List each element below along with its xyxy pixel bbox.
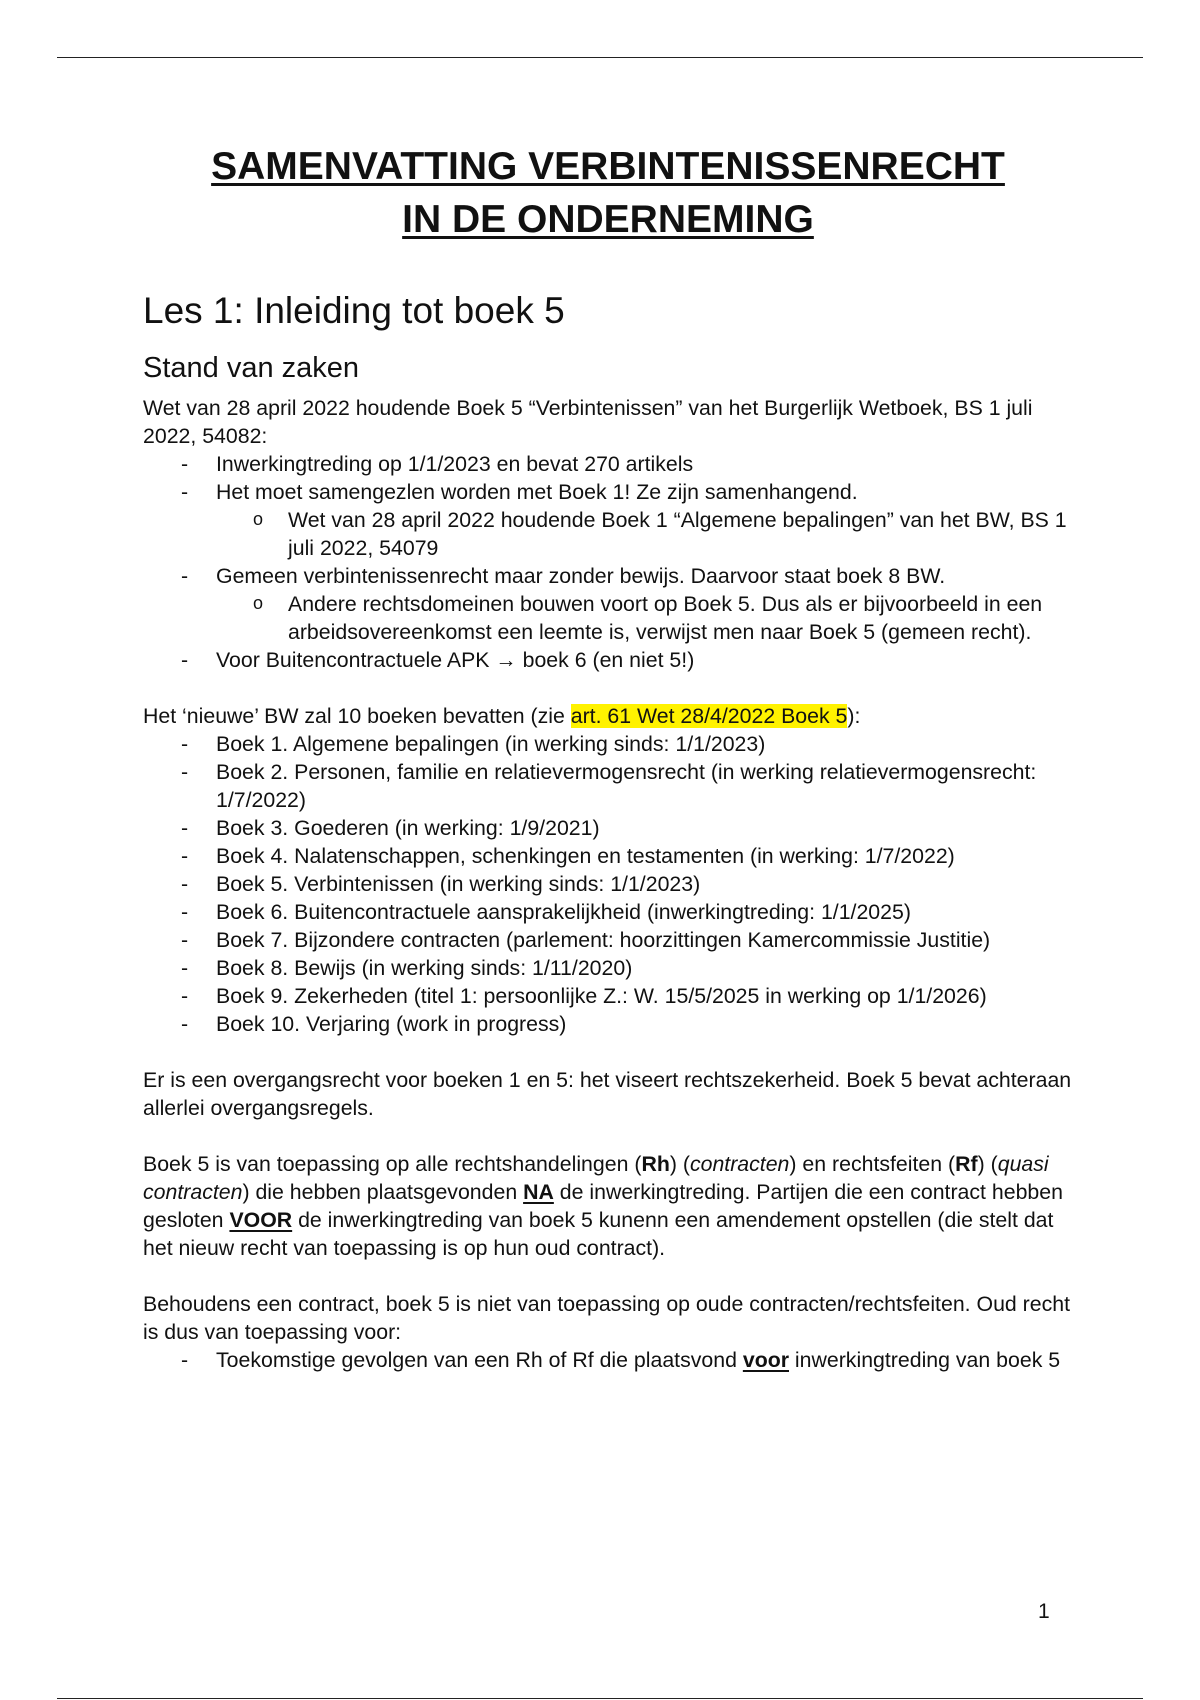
- document-body: [143, 140, 1073, 1374]
- text: ) die hebben plaatsgevonden: [242, 1180, 524, 1204]
- page-number: 1: [1038, 1600, 1050, 1623]
- text: inwerkingtreding van boek 5: [789, 1348, 1061, 1372]
- books-list: [143, 730, 1073, 1038]
- text: Boek 5 is van toepassing op alle rechtshandelingen (: [143, 1152, 642, 1176]
- rf-bold: Rf: [955, 1152, 978, 1176]
- books-intro-end: ):: [847, 704, 861, 728]
- book-item: - Boek 10. Verjaring (work in progress): [143, 1010, 1073, 1038]
- rh-bold: Rh: [641, 1152, 670, 1176]
- sub-list: [216, 590, 1073, 646]
- book-item: - Boek 8. Bewijs (in werking sinds: 1/11/2020): [143, 954, 1073, 982]
- text: ) en rechtsfeiten (: [789, 1152, 956, 1176]
- sub-list: [216, 506, 1073, 562]
- title-line-1: SAMENVATTING VERBINTENISSENRECHT: [211, 145, 1005, 188]
- book-item: - Boek 9. Zekerheden (titel 1: persoonlijke Z.: W. 15/5/2025 in werking op 1/1/2026): [143, 982, 1073, 1010]
- book-item: - Boek 5. Verbintenissen (in werking sinds: 1/1/2023): [143, 870, 1073, 898]
- transition-paragraph: Er is een overgangsrecht voor boeken 1 en 5: het viseert rechtszekerheid. Boek 5 bevat achteraan allerlei overgangsregels.: [143, 1068, 1072, 1120]
- intro-paragraph: Wet van 28 april 2022 houdende Boek 5 “Verbintenissen” van het Burgerlijk Wetboek, BS 1 juli 2022, 54082:: [143, 396, 1033, 448]
- title-line-2: IN DE ONDERNEMING: [402, 198, 814, 241]
- voor-emphasis: voor: [742, 1348, 789, 1372]
- text: Toekomstige gevolgen van een Rh of Rf die plaatsvond: [216, 1348, 743, 1372]
- book-item: - Boek 3. Goederen (in werking: 1/9/2021): [143, 814, 1073, 842]
- books-intro-text: Het ‘nieuwe’ BW zal 10 boeken bevatten (zie: [143, 704, 571, 728]
- contracten-italic: contracten: [689, 1152, 790, 1176]
- na-emphasis: NA: [523, 1180, 554, 1204]
- text: ) (: [977, 1152, 998, 1176]
- old-law-list: [143, 1346, 1073, 1374]
- book-item: - Boek 1. Algemene bepalingen (in werking sinds: 1/1/2023): [143, 730, 1073, 758]
- list-item-text: Gemeen verbintenissenrecht maar zonder bewijs. Daarvoor staat boek 8 BW.: [216, 564, 946, 588]
- book-item: - Boek 6. Buitencontractuele aansprakelijkheid (inwerkingtreding: 1/1/2025): [143, 898, 1073, 926]
- text: de inwerkingtreding. Partijen die een contract hebben gesloten: [143, 1180, 1063, 1232]
- quasi-italic: quasi contracten: [143, 1152, 1049, 1204]
- old-law-paragraph: Behoudens een contract, boek 5 is niet van toepassing op oude contracten/rechtsfeiten. Oud recht is dus van toepassing voor:: [143, 1292, 1071, 1344]
- intro-list: [143, 450, 1073, 674]
- list-item-text: Het moet samengezlen worden met Boek 1! Ze zijn samenhangend.: [216, 480, 858, 504]
- list-item: - Voor Buitencontractuele APK → boek 6 (en niet 5!): [143, 646, 1073, 674]
- voor-emphasis: VOOR: [229, 1208, 293, 1232]
- sub-list-item: o Wet van 28 april 2022 houdende Boek 1 “Algemene bepalingen” van het BW, BS 1 juli 2022, 54079: [143, 506, 1073, 562]
- book-item: - Boek 2. Personen, familie en relatievermogensrecht (in werking relatievermogensrecht: 1/7/2022): [143, 758, 1073, 814]
- bottom-rule: [57, 1698, 1143, 1699]
- text: ) (: [669, 1152, 690, 1176]
- text: de inwerkingtreding van boek 5 kunenn een amendement opstellen (die stelt dat het nieuw recht van toepassing is op hun oud contract).: [143, 1208, 1054, 1260]
- list-item: - Inwerkingtreding op 1/1/2023 en bevat 270 artikels: [143, 450, 1073, 478]
- book-item: - Boek 7. Bijzondere contracten (parlement: hoorzittingen Kamercommissie Justitie): [143, 926, 1073, 954]
- lesson-heading: Les 1: Inleiding tot boek 5: [143, 290, 565, 331]
- sub-list-item: o Andere rechtsdomeinen bouwen voort op Boek 5. Dus als er bijvoorbeeld in een arbeidsovereenkomst een leemte is, verwijst men naar Boek 5 (gemeen recht).: [143, 590, 1073, 646]
- document-title: [143, 140, 1073, 246]
- section-heading: Stand van zaken: [143, 352, 360, 384]
- list-item: [143, 478, 1073, 562]
- top-rule: [57, 57, 1143, 58]
- list-item: [143, 1346, 1073, 1374]
- book-item: - Boek 4. Nalatenschappen, schenkingen en testamenten (in werking: 1/7/2022): [143, 842, 1073, 870]
- application-paragraph: [143, 1150, 1073, 1262]
- highlighted-reference: art. 61 Wet 28/4/2022 Boek 5: [570, 704, 848, 728]
- books-intro: [143, 702, 1073, 730]
- list-item: [143, 562, 1073, 646]
